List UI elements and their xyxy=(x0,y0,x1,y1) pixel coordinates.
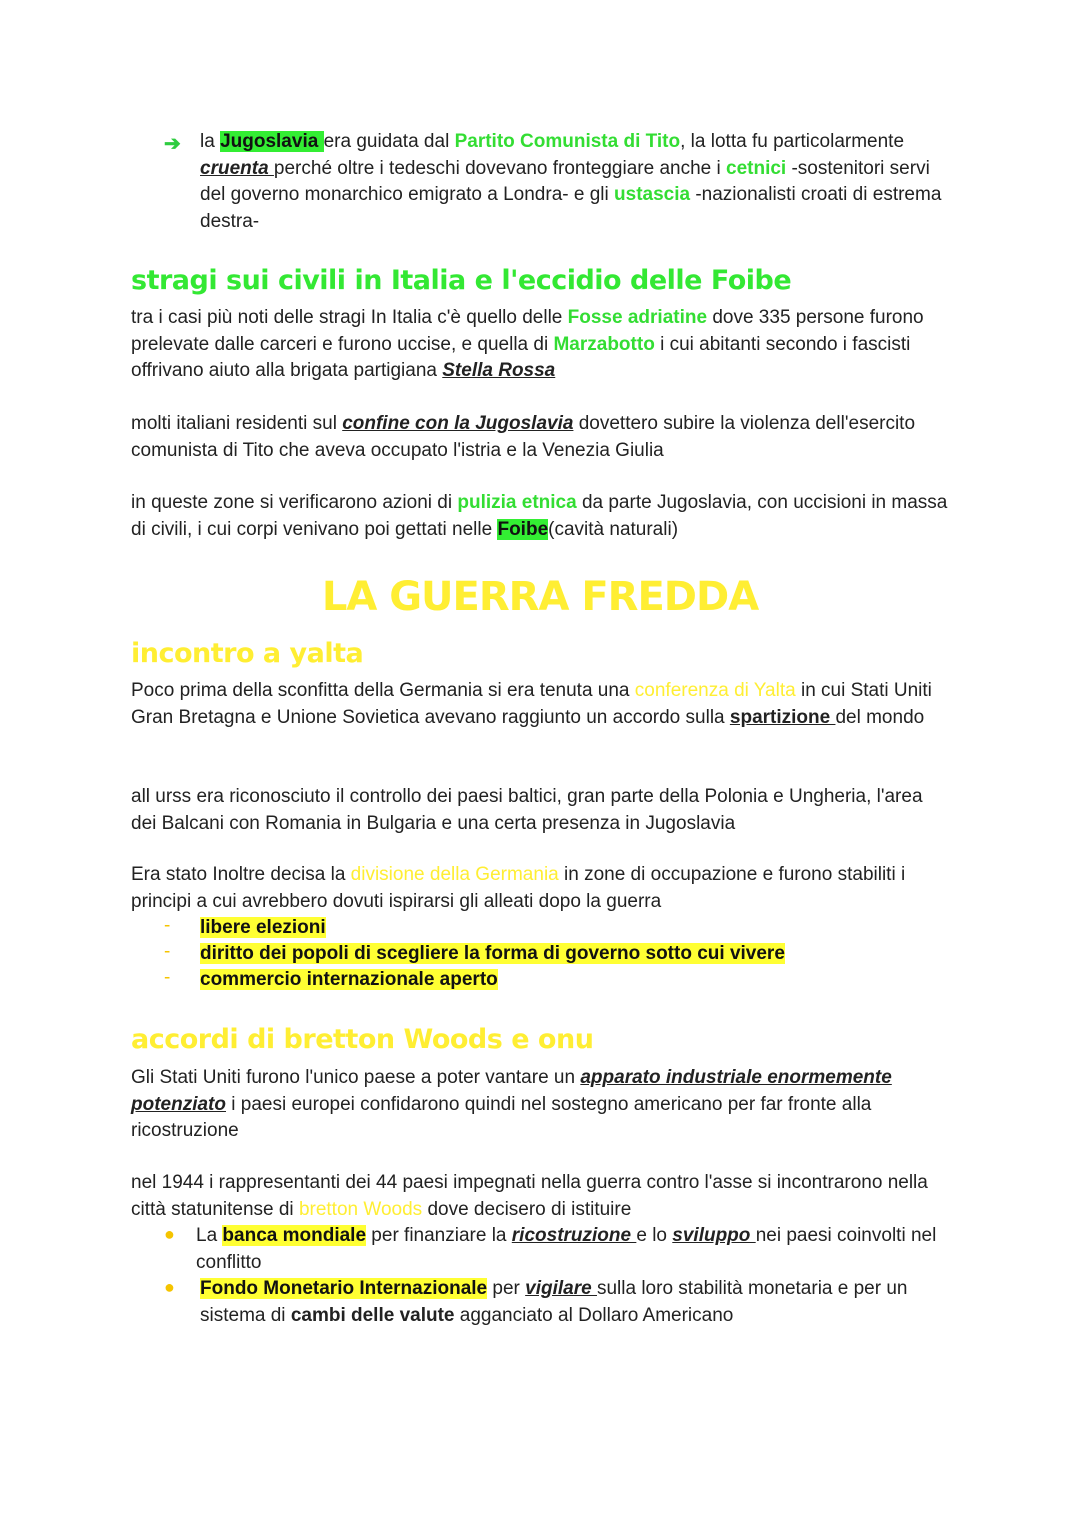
stragi-paragraph-2 xyxy=(131,411,951,464)
list-item xyxy=(200,967,960,994)
text: dove 335 persone furono prelevate dalle carceri e furono uccise, e quella di xyxy=(131,307,924,355)
text: era guidata dal xyxy=(323,131,455,152)
bold-cambi: cambi delle valute xyxy=(290,1304,455,1326)
text: -sostenitori servi del governo monarchico emigrato a Londra- e gli xyxy=(200,157,930,205)
bretton-bullet-2 xyxy=(200,1276,960,1329)
highlight-elezioni: libere elezioni xyxy=(200,917,326,938)
text: La xyxy=(196,1225,223,1246)
highlight-diritto: diritto dei popoli di scegliere la forma di governo sotto cui vivere xyxy=(200,943,785,964)
bullet-icon: ● xyxy=(164,1277,175,1297)
heading-stragi: stragi sui civili in Italia e l'eccidio delle Foibe xyxy=(131,265,792,296)
highlight-divisione: divisione della Germania xyxy=(350,864,559,885)
emphasis-cruenta: cruenta xyxy=(200,157,274,179)
text: Era stato Inoltre decisa la xyxy=(131,864,351,885)
text: in cui Stati Uniti Gran Bretagna e Unione Sovietica avevano raggiunto un accordo sulla xyxy=(131,680,932,728)
text: nei paesi coinvolti nel conflitto xyxy=(196,1225,937,1273)
highlight-bretton-woods: bretton Woods xyxy=(298,1198,423,1220)
highlight-partito: Partito Comunista di Tito xyxy=(454,131,681,152)
highlight-ustascia: ustascia xyxy=(614,184,691,205)
text: e lo xyxy=(636,1225,673,1246)
highlight-fmi: Fondo Monetario Internazionale xyxy=(200,1278,488,1299)
yalta-paragraph-1 xyxy=(131,678,951,731)
text: sulla loro stabilità monetaria e per un sistema di xyxy=(200,1278,908,1326)
heading-bretton: accordi di bretton Woods e onu xyxy=(131,1024,594,1055)
bretton-bullet-1 xyxy=(196,1223,956,1276)
emphasis-ricostruzione: ricostruzione xyxy=(511,1225,637,1246)
text: i cui abitanti secondo i fascisti offrivano aiuto alla brigata partigiana xyxy=(131,333,911,381)
highlight-foibe: Foibe xyxy=(497,518,549,540)
text: del mondo xyxy=(835,706,925,728)
highlight-cetnici: cetnici xyxy=(726,157,787,179)
list-dash: - xyxy=(164,941,171,962)
text: da parte Jugoslavia, con uccisioni in massa di civili, i cui corpi venivano poi gettati nelle xyxy=(131,492,948,540)
list-item xyxy=(200,941,960,968)
emphasis-confine: confine con la Jugoslavia xyxy=(342,413,574,434)
list-dash: - xyxy=(164,915,171,936)
highlight-banca: banca mondiale xyxy=(222,1225,367,1246)
jugoslavia-paragraph xyxy=(200,129,960,235)
text: perché oltre i tedeschi dovevano fronteggiare anche i xyxy=(273,157,726,179)
highlight-jugoslavia: Jugoslavia xyxy=(220,131,324,152)
bretton-paragraph-2 xyxy=(131,1170,951,1223)
text: molti italiani residenti sul xyxy=(131,413,343,434)
list-item xyxy=(200,915,960,942)
text: Gli Stati Uniti furono l'unico paese a poter vantare un xyxy=(131,1067,581,1088)
highlight-conferenza: conferenza di Yalta xyxy=(634,680,796,701)
yalta-paragraph-2: all urss era riconosciuto il controllo dei paesi baltici, gran parte della Polonia e Ungheria, l'area dei Balcani con Romania in Bulgaria e una certa presenza in Jugoslavia xyxy=(131,786,923,834)
text: (cavità naturali) xyxy=(548,518,679,540)
heading-yalta: incontro a yalta xyxy=(131,638,364,669)
text: , la lotta fu particolarmente xyxy=(680,131,905,152)
page-title: LA GUERRA FREDDA xyxy=(321,574,759,620)
text: dovettero subire la violenza dell'esercito comunista di Tito che aveva occupato l'istria e la Venezia Giulia xyxy=(131,413,916,461)
stragi-paragraph-1 xyxy=(131,305,951,385)
text: -nazionalisti croati di estrema destra- xyxy=(200,184,942,232)
highlight-commercio: commercio internazionale aperto xyxy=(200,969,498,990)
text: tra i casi più noti delle stragi In Italia c'è quello delle xyxy=(131,307,568,328)
text: i paesi europei confidarono quindi nel sostegno americano per far fronte alla ricostruzione xyxy=(131,1093,872,1141)
stragi-paragraph-3 xyxy=(131,490,951,543)
text: nel 1944 i rappresentanti dei 44 paesi impegnati nella guerra contro l'asse si incontrarono nella città statunitense di xyxy=(131,1172,928,1220)
yalta-paragraph-3 xyxy=(131,862,951,915)
emphasis-spartizione: spartizione xyxy=(729,706,836,728)
list-dash: - xyxy=(164,967,171,988)
bullet-icon: ● xyxy=(164,1224,175,1244)
highlight-pulizia: pulizia etnica xyxy=(457,492,577,513)
text: Poco prima della sconfitta della Germania si era tenuta una xyxy=(131,680,635,701)
text: per xyxy=(487,1278,526,1299)
text: agganciato al Dollaro Americano xyxy=(454,1304,734,1326)
emphasis-vigilare: vigilare xyxy=(525,1278,597,1299)
text: dove decisero di istituire xyxy=(422,1198,632,1220)
emphasis-sviluppo: sviluppo xyxy=(672,1225,756,1246)
arrow-right-icon: ➔ xyxy=(164,133,181,155)
emphasis-stella-rossa: Stella Rossa xyxy=(442,360,556,381)
highlight-fosse: Fosse adriatine xyxy=(567,307,708,328)
highlight-marzabotto: Marzabotto xyxy=(553,333,655,355)
text: in zone di occupazione e furono stabiliti i principi a cui avrebbero dovuti ispirarsi gli alleati dopo la guerra xyxy=(131,864,906,912)
bretton-paragraph-1 xyxy=(131,1065,951,1145)
text: in queste zone si verificarono azioni di xyxy=(131,492,458,513)
emphasis-apparato: apparato industriale enormemente potenziato xyxy=(131,1067,892,1115)
text: per finanziare la xyxy=(366,1225,512,1246)
text: la xyxy=(200,131,221,152)
